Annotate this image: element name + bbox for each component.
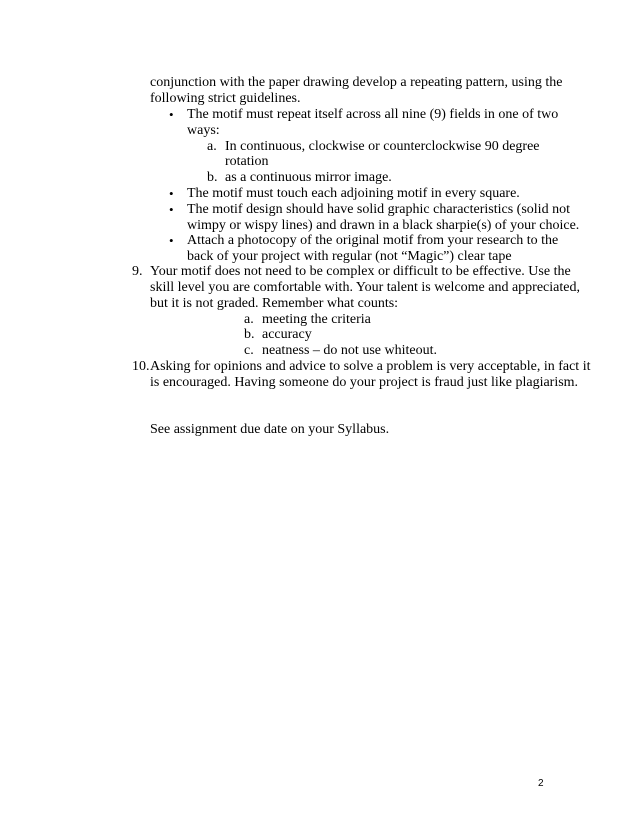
criteria-c-text: neatness – do not use whiteout. — [262, 343, 437, 358]
bullet-4-line-1: Attach a photocopy of the original motif from your research to the — [187, 233, 559, 248]
bullet-3-line-2: wimpy or wispy lines) and drawn in a black sharpie(s) of your choice. — [187, 218, 580, 233]
bullet-marker: • — [169, 202, 174, 217]
continuation-line-1: conjunction with the paper drawing develop a repeating pattern, using the — [150, 75, 563, 90]
way-b-line-1: as a continuous mirror image. — [225, 170, 392, 185]
criteria-b-text: accuracy — [262, 327, 312, 342]
item-9-marker: 9. — [132, 264, 143, 279]
item-10-line-1: Asking for opinions and advice to solve a problem is very acceptable, in fact it — [150, 359, 591, 374]
criteria-a-marker: a. — [244, 312, 254, 327]
continuation-line-2: following strict guidelines. — [150, 91, 301, 106]
way-a-marker: a. — [207, 139, 217, 154]
page-number: 2 — [538, 778, 544, 789]
bullet-4-line-2: back of your project with regular (not “Magic”) clear tape — [187, 249, 512, 264]
way-a-line-1: In continuous, clockwise or counterclockwise 90 degree — [225, 139, 540, 154]
way-a-line-2: rotation — [225, 154, 269, 169]
way-b-marker: b. — [207, 170, 218, 185]
bullet-1-line-2: ways: — [187, 123, 220, 138]
bullet-3-line-1: The motif design should have solid graphic characteristics (solid not — [187, 202, 570, 217]
closing-note: See assignment due date on your Syllabus. — [150, 422, 390, 437]
item-9-line-3: but it is not graded. Remember what counts: — [150, 296, 399, 311]
bullet-marker: • — [169, 107, 174, 122]
bullet-2-line-1: The motif must touch each adjoining motif in every square. — [187, 186, 520, 201]
item-9-line-1: Your motif does not need to be complex or difficult to be effective. Use the — [150, 264, 571, 279]
bullet-marker: • — [169, 186, 174, 201]
criteria-a-text: meeting the criteria — [262, 312, 371, 327]
bullet-marker: • — [169, 233, 174, 248]
criteria-b-marker: b. — [244, 327, 255, 342]
bullet-1-line-1: The motif must repeat itself across all nine (9) fields in one of two — [187, 107, 559, 122]
item-10-marker: 10. — [132, 359, 150, 374]
item-10-line-2: is encouraged. Having someone do your project is fraud just like plagiarism. — [150, 375, 579, 390]
criteria-c-marker: c. — [244, 343, 254, 358]
item-9-line-2: skill level you are comfortable with. Your talent is welcome and appreciated, — [150, 280, 580, 295]
